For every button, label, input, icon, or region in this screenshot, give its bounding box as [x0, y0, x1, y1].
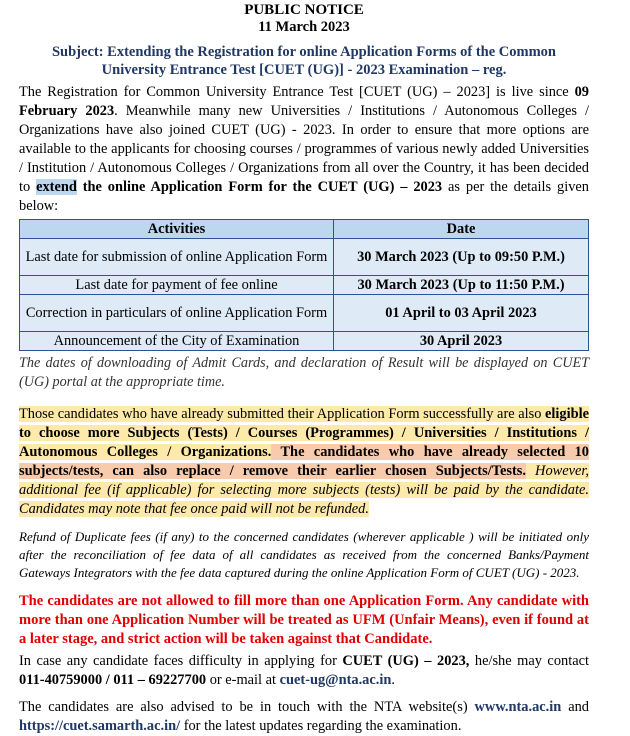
subjects-text-1: Those candidates who have already submitted their Application Form successfully are also — [19, 406, 546, 422]
subjects-text-3: The candidates who have already selected 10 subjects/tests, can also replace / remove their earlier chosen Subjects/Tests. — [19, 444, 589, 479]
notice-title: PUBLIC NOTICE — [244, 2, 364, 18]
contact-text-1: In case any candidate faces difficulty in applying for — [19, 653, 343, 669]
website-text-2: and — [561, 699, 589, 715]
date-cell: 30 March 2023 (Up to 09:50 P.M.) — [334, 239, 589, 276]
admit-card-note: The dates of downloading of Admit Cards, and declaration of Result will be displayed on CUET (UG) portal at the appropriate time. — [19, 355, 589, 390]
contact-text-3: or e-mail at — [206, 672, 280, 688]
contact-exam: CUET (UG) – 2023, — [342, 653, 470, 669]
nta-website-link[interactable]: www.nta.ac.in — [474, 699, 562, 715]
refund-note: Refund of Duplicate fees (if any) to the concerned candidates (wherever applicable ) will be initiated only after the reconciliation of fee data of all candidates as received from the concerned Banks/Payment Gateways Integrators with the fee data captured during the online Application Form of CUET (UG) - 2023. — [19, 529, 589, 580]
table-row — [20, 332, 589, 351]
subject-line-1: Subject: Extending the Registration for online Application Forms of the Common — [51, 44, 556, 60]
table-row — [20, 295, 589, 332]
intro-text-2: . Meanwhile many new Universities / Institutions / Autonomous Colleges / Organizations have also joined CUET (UG) - 2023. In order to ensure that more options are available to the applicants for choosing courses / programmes of various newly added Universities / Institution / Autonomous Colleges / Organizations from all over the Country, it has been decided to — [19, 103, 590, 195]
table-row — [20, 239, 589, 276]
intro-text-1: The Registration for Common University Entrance Test [CUET (UG) – 2023] is live since — [19, 84, 575, 100]
schedule-table — [19, 219, 589, 351]
date-cell: 30 April 2023 — [334, 332, 589, 351]
website-paragraph — [19, 698, 589, 736]
intro-text-4: as per the details given below: — [19, 179, 589, 214]
intro-text-3: the online Application Form for the CUET (UG) – 2023 — [76, 179, 443, 195]
samarth-website-link[interactable]: https://cuet.samarth.ac.in/ — [19, 718, 181, 734]
contact-email-link[interactable]: cuet-ug@nta.ac.in — [279, 672, 392, 688]
subjects-paragraph — [19, 405, 589, 519]
activity-cell: Last date for payment of fee online — [20, 276, 334, 295]
table-row — [20, 276, 589, 295]
subjects-text-2: eligible to choose more Subjects (Tests) / Courses (Programmes) / Universities / Institutions / Autonomous Colleges / Organizations. — [19, 406, 589, 460]
intro-extend-word: extend — [36, 179, 77, 195]
intro-since-date: 09 February 2023 — [19, 84, 589, 119]
activity-cell: Last date for submission of online Application Form — [20, 239, 334, 276]
table-header-row — [20, 220, 589, 239]
contact-paragraph — [19, 652, 589, 690]
date-cell: 30 March 2023 (Up to 11:50 P.M.) — [334, 276, 589, 295]
contact-text-4: . — [391, 672, 395, 688]
notice-date: 11 March 2023 — [258, 19, 350, 35]
ufm-warning: The candidates are not allowed to fill more than one Application Form. Any candidate with more than one Application Number will be treated as UFM (Unfair Means), even if found at a later stage, and strict action will be taken against that Candidate. — [19, 593, 589, 647]
activity-cell: Announcement of the City of Examination — [20, 332, 334, 351]
contact-phones: 011-40759000 / 011 – 69227700 — [19, 672, 207, 688]
contact-text-2: he/she may contact — [469, 653, 589, 669]
website-text-3: for the latest updates regarding the examination. — [180, 718, 462, 734]
subjects-text-4: However, additional fee (if applicable) for selecting more subjects (tests) will be paid by the candidate. Candidates may note that fee once paid will not be refunded. — [19, 463, 589, 517]
header-date: Date — [334, 220, 589, 239]
intro-paragraph — [19, 83, 589, 216]
subject-line-2: University Entrance Test [CUET (UG)] - 2023 Examination – reg. — [101, 62, 507, 78]
notice-subject — [19, 43, 589, 79]
activity-cell: Correction in particulars of online Application Form — [20, 295, 334, 332]
public-notice — [19, 0, 589, 736]
date-cell: 01 April to 03 April 2023 — [334, 295, 589, 332]
header-activities: Activities — [20, 220, 334, 239]
website-text-1: The candidates are also advised to be in touch with the NTA website(s) — [19, 699, 475, 715]
